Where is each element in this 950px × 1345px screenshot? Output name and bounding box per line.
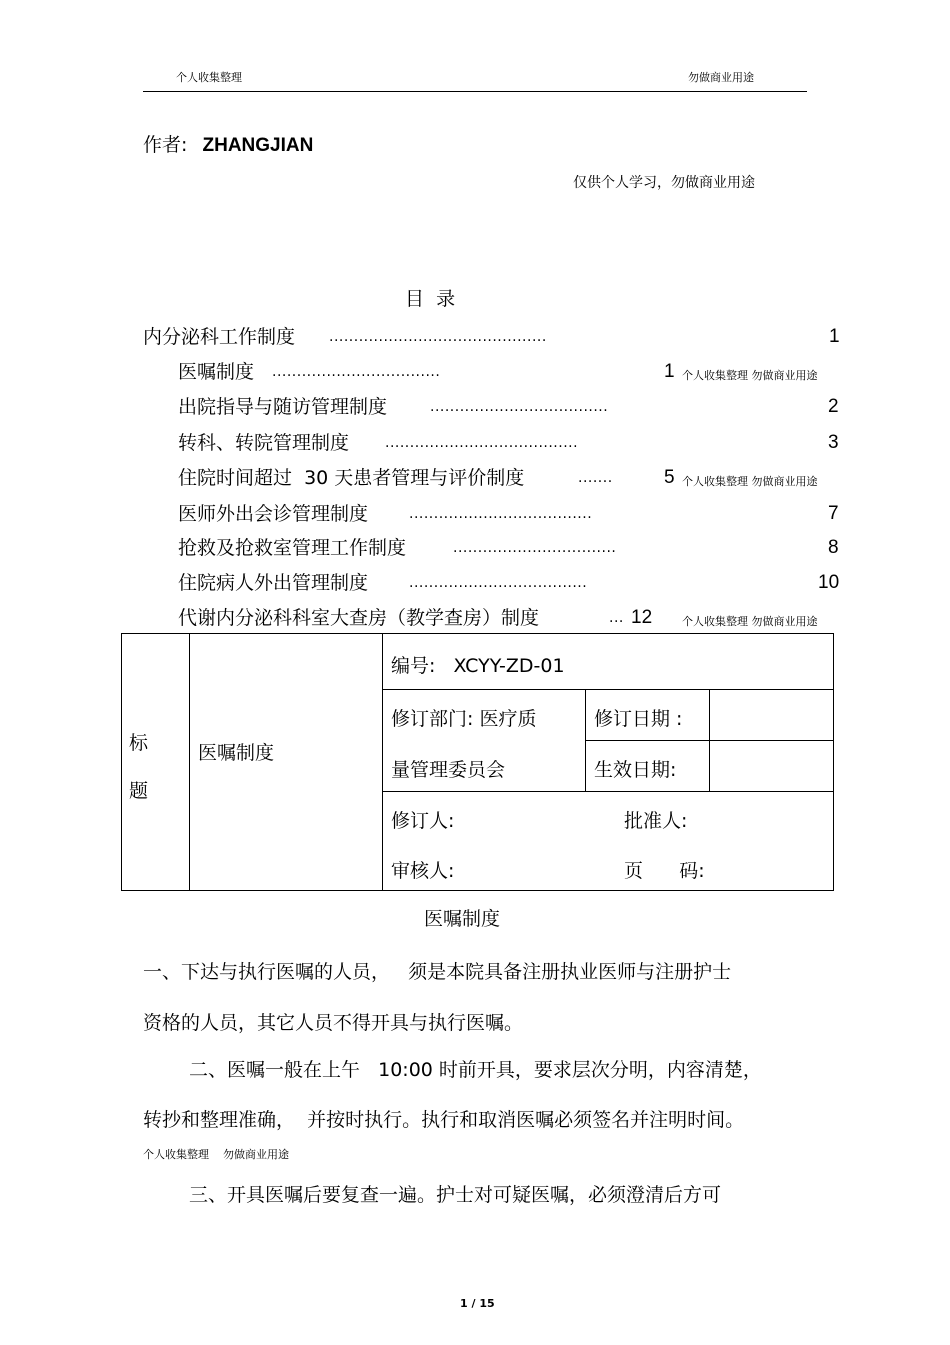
form-label-char: 题 xyxy=(129,780,149,802)
toc-item[interactable] xyxy=(143,324,843,350)
table-border-top xyxy=(121,633,834,634)
table-divider xyxy=(189,633,190,891)
toc-item-title: 出院指导与随访管理制度 xyxy=(178,396,388,418)
toc-item-title: 住院病人外出管理制度 xyxy=(178,572,369,594)
paragraph-line: 二、医嘱一般在上午 10:00 时前开具，要求层次分明，内容清楚， xyxy=(189,1059,762,1081)
toc-page-number: 2 xyxy=(828,396,839,417)
toc-item[interactable] xyxy=(178,535,843,561)
toc-leader: .................................. xyxy=(272,364,441,380)
page-footer: 1 / 15 xyxy=(460,1297,495,1310)
usage-notice: 仅供个人学习，勿做商业用途 xyxy=(573,175,755,191)
toc-inline-note: 个人收集整理 勿做商业用途 xyxy=(682,615,818,628)
auditor-label: 审核人: xyxy=(391,860,455,882)
paragraph-line: 资格的人员，其它人员不得开具与执行医嘱。 xyxy=(143,1012,524,1034)
toc-page-number: 7 xyxy=(828,503,839,524)
toc-page-number: 12 xyxy=(631,607,653,628)
toc-page-number: 5 xyxy=(664,467,675,488)
author-label: 作者: xyxy=(143,134,188,156)
toc-page-number: 3 xyxy=(828,432,839,453)
table-divider xyxy=(585,740,834,741)
author-name: ZHANGJIAN xyxy=(202,135,314,156)
revising-department-cont: 量管理委员会 xyxy=(391,759,506,781)
table-divider xyxy=(382,791,834,792)
toc-leader: ................................. xyxy=(453,540,617,556)
approver-label: 批准人: xyxy=(624,810,688,832)
header-divider xyxy=(143,91,807,92)
toc-leader: ....... xyxy=(578,470,613,486)
toc-item-title: 医嘱制度 xyxy=(178,361,255,383)
toc-item-title: 抢救及抢救室管理工作制度 xyxy=(178,537,407,559)
form-label-char: 标 xyxy=(129,732,149,754)
toc-leader: ....................................... xyxy=(385,435,579,451)
document-number: 编号: XCYY-ZD-01 xyxy=(391,655,565,677)
toc-leader: .................................... xyxy=(430,399,609,415)
revising-department: 修订部门: 医疗质 xyxy=(391,708,537,730)
toc-page-number: 1 xyxy=(664,361,675,382)
toc-inline-note: 个人收集整理 勿做商业用途 xyxy=(682,369,818,382)
toc-title: 目 录 xyxy=(405,288,456,310)
toc-leader: ..................................... xyxy=(409,506,593,522)
toc-item[interactable] xyxy=(178,570,843,596)
form-title: 医嘱制度 xyxy=(198,742,275,764)
toc-item-title: 医师外出会诊管理制度 xyxy=(178,503,369,525)
reviser-label: 修订人: xyxy=(391,810,455,832)
table-divider xyxy=(382,633,383,891)
toc-inline-note: 个人收集整理 勿做商业用途 xyxy=(682,475,818,488)
section-heading: 医嘱制度 xyxy=(424,908,501,930)
paragraph-line: 转抄和整理准确， 并按时执行。执行和取消医嘱必须签名并注明时间。 xyxy=(143,1109,745,1131)
toc-item[interactable] xyxy=(178,501,843,527)
toc-page-number: 10 xyxy=(818,572,840,593)
toc-leader: ... xyxy=(609,610,624,626)
page-number-label: 页 码: xyxy=(624,860,705,882)
paragraph-line: 三、开具医嘱后要复查一遍。护士对可疑医嘱，必须澄清后方可 xyxy=(189,1184,722,1206)
table-border-left xyxy=(121,633,122,891)
author-line xyxy=(143,130,313,157)
header-left: 个人收集整理 xyxy=(176,71,242,84)
toc-item-title: 代谢内分泌科科室大查房（教学查房）制度 xyxy=(178,607,540,629)
toc-item[interactable] xyxy=(178,359,843,385)
paragraph-line: 一、下达与执行医嘱的人员， 须是本院具备注册执业医师与注册护士 xyxy=(143,961,732,983)
toc-item[interactable] xyxy=(178,430,843,456)
toc-item-title: 内分泌科工作制度 xyxy=(143,326,296,348)
table-border-bottom xyxy=(121,890,834,891)
toc-item-title: 住院时间超过 30 天患者管理与评价制度 xyxy=(178,467,525,489)
effective-date-label: 生效日期: xyxy=(594,759,677,781)
toc-leader: .................................... xyxy=(409,575,588,591)
toc-page-number: 8 xyxy=(828,537,839,558)
toc-item-title: 转科、转院管理制度 xyxy=(178,432,350,454)
revision-date-label: 修订日期 : xyxy=(594,708,683,730)
toc-item[interactable] xyxy=(178,465,843,491)
toc-item[interactable] xyxy=(178,394,843,420)
header-right: 勿做商业用途 xyxy=(688,71,754,84)
toc-page-number: 1 xyxy=(829,326,840,347)
inline-note: 个人收集整理 勿做商业用途 xyxy=(143,1148,289,1161)
toc-leader: ............................................ xyxy=(329,329,547,345)
table-divider xyxy=(382,689,834,690)
toc-item[interactable] xyxy=(178,605,843,631)
table-border-right xyxy=(833,633,834,891)
